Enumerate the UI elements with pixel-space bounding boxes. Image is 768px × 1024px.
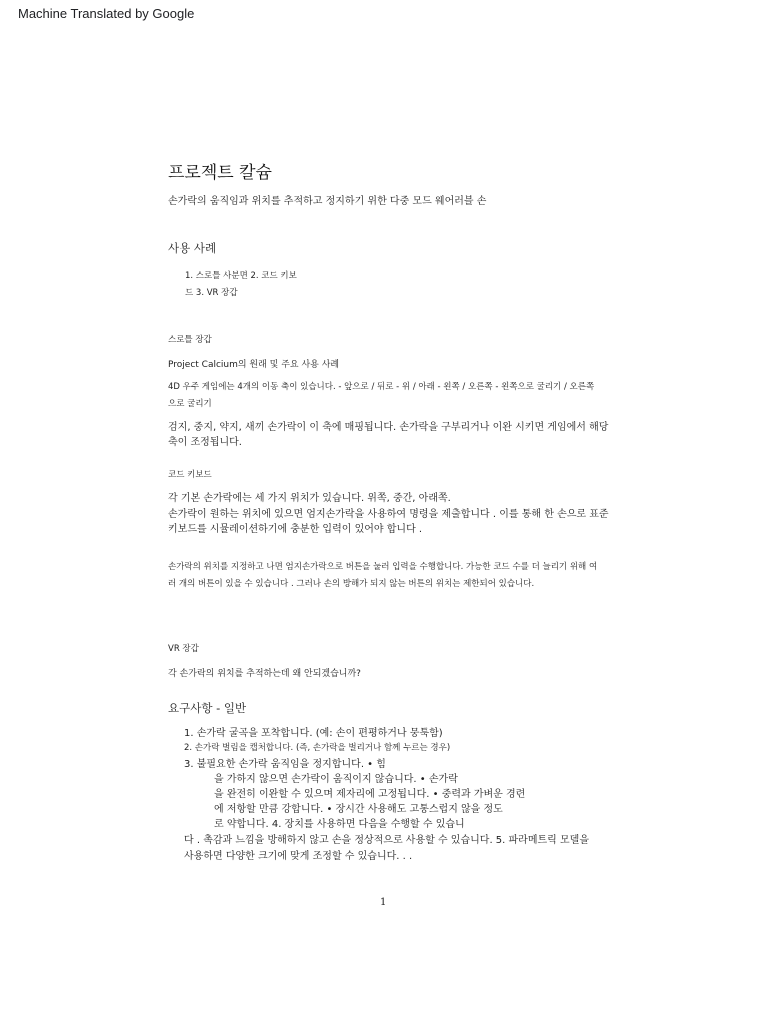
requirement-line: 을 가하지 않으면 손가락이 움직이지 않습니다. • 손가락 bbox=[214, 774, 458, 785]
requirement-line: 2. 손가락 벌림을 캡처합니다. (즉, 손가락을 벌리거나 함께 누르는 경우) bbox=[184, 743, 451, 753]
requirement-line: 1. 손가락 굴곡을 포착합니다. (예: 손이 편평하거나 뭉툭함) bbox=[184, 728, 443, 739]
requirement-line: 을 완전히 이완할 수 있으며 제자리에 고정됩니다. • 중력과 가벼운 경련 bbox=[214, 789, 526, 800]
mapping-paragraph-line: 검지, 중지, 약지, 새끼 손가락이 이 축에 매핑됩니다. 손가락을 구부리거나 이완 시키면 게임에서 해당 bbox=[168, 422, 609, 433]
use-cases-list-line: 드 3. VR 장갑 bbox=[185, 288, 238, 298]
chord-note-line: 러 개의 버튼이 있을 수 있습니다 . 그러나 손의 방해가 되지 않는 버튼의 위치는 제한되어 있습니다. bbox=[168, 579, 535, 589]
vr-question: 각 손가락의 위치를 추적하는데 왜 안되겠습니까? bbox=[168, 669, 361, 679]
page-number: 1 bbox=[380, 897, 387, 908]
chord-paragraph-line: 손가락이 원하는 위치에 있으면 엄지손가락을 사용하여 명령을 제출합니다 . 이를 통해 한 손으로 표준 bbox=[168, 509, 609, 520]
requirements-heading: 요구사항 - 일반 bbox=[168, 701, 247, 715]
requirement-line: 사용하면 다양한 크기에 맞게 조정할 수 있습니다. . . bbox=[184, 851, 413, 862]
chord-keyboard-heading: 코드 키보드 bbox=[168, 470, 212, 480]
requirement-line: 다 . 촉감과 느낌을 방해하지 않고 손을 정상적으로 사용할 수 있습니다. 5. 파라메트릭 모델을 bbox=[184, 835, 589, 846]
chord-note-line: 손가락의 위치를 지정하고 나면 엄지손가락으로 버튼을 눌러 입력을 수행합니다. 가능한 코드 수를 더 늘리기 위해 여 bbox=[168, 562, 598, 572]
chord-paragraph-line: 각 기본 손가락에는 세 가지 위치가 있습니다. 위쪽, 중간, 아래쪽. bbox=[168, 493, 451, 504]
page-title: 프로젝트 칼슘 bbox=[168, 163, 272, 183]
use-cases-list-line: 1. 스로틀 사분면 2. 코드 키보 bbox=[185, 271, 297, 281]
mapping-paragraph-line: 축이 조정됩니다. bbox=[168, 437, 242, 448]
game-axes-line: 으로 굴리기 bbox=[168, 399, 212, 409]
translation-banner: Machine Translated by Google bbox=[18, 6, 195, 21]
chord-paragraph-line: 키보드를 시뮬레이션하기에 충분한 입력이 있어야 합니다 . bbox=[168, 524, 423, 535]
origin-line: Project Calcium의 원래 및 주요 사용 사례 bbox=[168, 360, 340, 370]
use-cases-heading: 사용 사례 bbox=[168, 241, 217, 255]
requirement-line: 에 저항할 만큼 강합니다. • 장시간 사용해도 고통스럽지 않을 정도 bbox=[214, 804, 503, 815]
requirement-line: 로 약합니다. 4. 장치를 사용하면 다음을 수행할 수 있습니 bbox=[214, 819, 465, 830]
requirement-line: 3. 불필요한 손가락 움직임을 정지합니다. • 힘 bbox=[184, 759, 386, 770]
vr-glove-heading: VR 장갑 bbox=[168, 644, 199, 654]
game-axes-line: 4D 우주 게임에는 4개의 이동 축이 있습니다. - 앞으로 / 뒤로 - 위 / 아래 - 왼쪽 / 오른쪽 - 왼쪽으로 굴리기 / 오른쪽 bbox=[168, 382, 595, 392]
page-subtitle: 손가락의 움직임과 위치를 추적하고 정지하기 위한 다중 모드 웨어러블 손 bbox=[168, 196, 487, 207]
throttle-heading: 스로틀 장갑 bbox=[168, 335, 212, 345]
